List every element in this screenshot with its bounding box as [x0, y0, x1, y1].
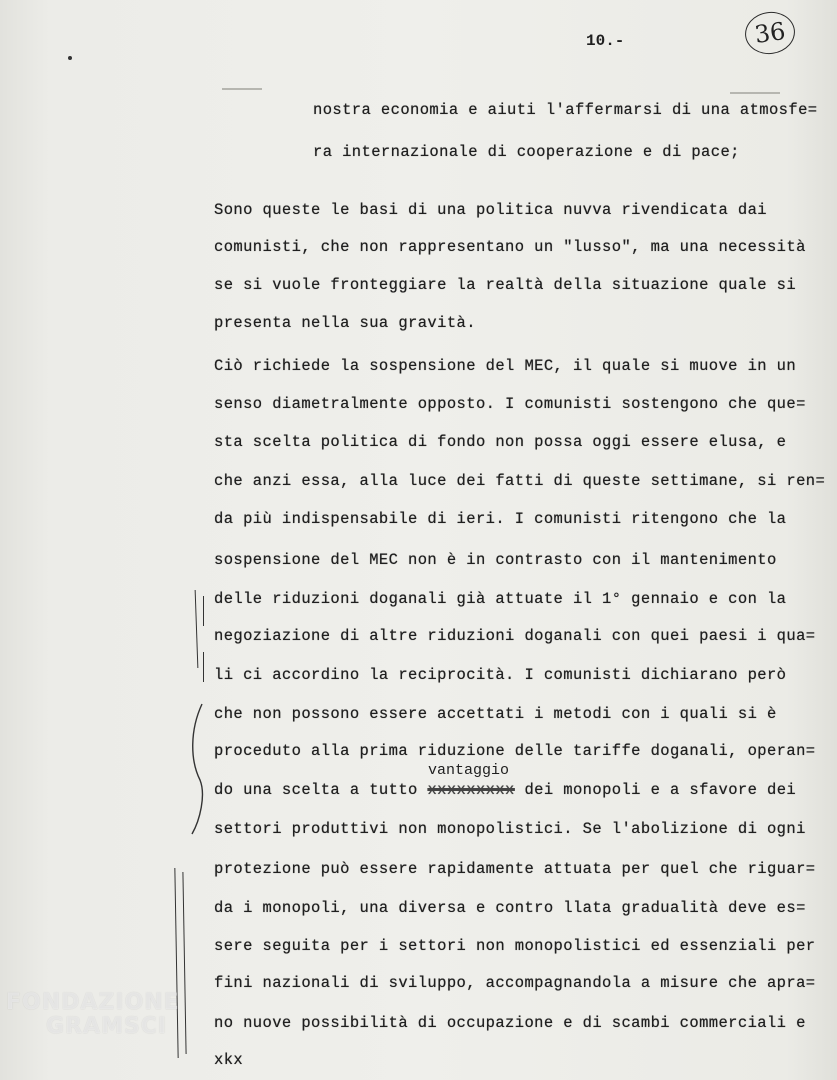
margin-bracket-mark: [195, 590, 199, 668]
text-line: delle riduzioni doganali già attuate il 1° gennaio e con la: [214, 590, 787, 608]
text-line: no nuove possibilità di occupazione e di scambi commerciali e: [214, 1014, 806, 1032]
archive-number-circled: 36: [742, 9, 797, 58]
watermark-line: FONDAZIONE: [6, 990, 180, 1015]
text-line: proceduto alla prima riduzione delle tariffe doganali, operan=: [214, 742, 816, 760]
watermark-line: GRAMSCI: [46, 1014, 168, 1039]
archive-watermark: [6, 990, 180, 1039]
text-line: ra internazionale di cooperazione e di pace;: [313, 143, 740, 161]
text-line: da più indispensabile di ieri. I comunisti ritengono che la: [214, 510, 787, 528]
text-line: che anzi essa, alla luce dei fatti di queste settimane, si ren=: [214, 472, 826, 490]
margin-double-line-mark: [182, 872, 187, 1054]
margin-double-line-mark: [174, 868, 179, 1058]
interlinear-correction: vantaggio: [428, 762, 510, 779]
line-segment: do una scelta a tutto: [214, 781, 428, 799]
text-line: che non possono essere accettati i metodi con i quali si è: [214, 705, 777, 723]
text-line: protezione può essere rapidamente attuata per quel che riguar=: [214, 860, 816, 878]
text-line: sospensione del MEC non è in contrasto con il mantenimento: [214, 551, 777, 569]
text-line: comunisti, che non rappresentano un "lusso", ma una necessità: [214, 238, 806, 256]
text-line: se si vuole fronteggiare la realtà della situazione quale si: [214, 276, 797, 294]
margin-bracket-mark: [203, 652, 204, 682]
line-segment: dei monopoli e a sfavore dei: [514, 781, 797, 799]
text-line: sere seguita per i settori non monopolistici ed essenziali per: [214, 937, 816, 955]
text-line: presenta nella sua gravità.: [214, 314, 476, 332]
text-line: xkx: [214, 1051, 244, 1069]
text-line: Sono queste le basi di una politica nuvva rivendicata dai: [214, 201, 767, 219]
text-line: li ci accordino la reciprocità. I comunisti dichiarano però: [214, 666, 787, 684]
corrected-text-line: [214, 781, 796, 799]
text-line: nostra economia e aiuti l'affermarsi di una atmosfe=: [313, 101, 818, 119]
text-line: da i monopoli, una diversa e contro llata gradualità deve es=: [214, 899, 806, 917]
text-line: fini nazionali di sviluppo, accompagnandola a misure che apra=: [214, 974, 816, 992]
text-line: sta scelta politica di fondo non possa oggi essere elusa, e: [214, 433, 787, 451]
margin-curve-mark: [186, 700, 210, 840]
text-line: negoziazione di altre riduzioni doganali con quei paesi i qua=: [214, 627, 816, 645]
ink-dot: [68, 56, 72, 60]
margin-bracket-mark: [203, 596, 204, 626]
text-line: settori produttivi non monopolistici. Se l'abolizione di ogni: [214, 820, 806, 838]
page-number: 10.-: [586, 32, 625, 50]
header-rule-left: [222, 88, 262, 90]
header-rule-right: [730, 92, 780, 94]
text-line: Ciò richiede la sospensione del MEC, il quale si muove in un: [214, 357, 797, 375]
struck-word: xxxxxxxxx: [427, 781, 515, 799]
text-line: senso diametralmente opposto. I comunisti sostengono che que=: [214, 395, 806, 413]
